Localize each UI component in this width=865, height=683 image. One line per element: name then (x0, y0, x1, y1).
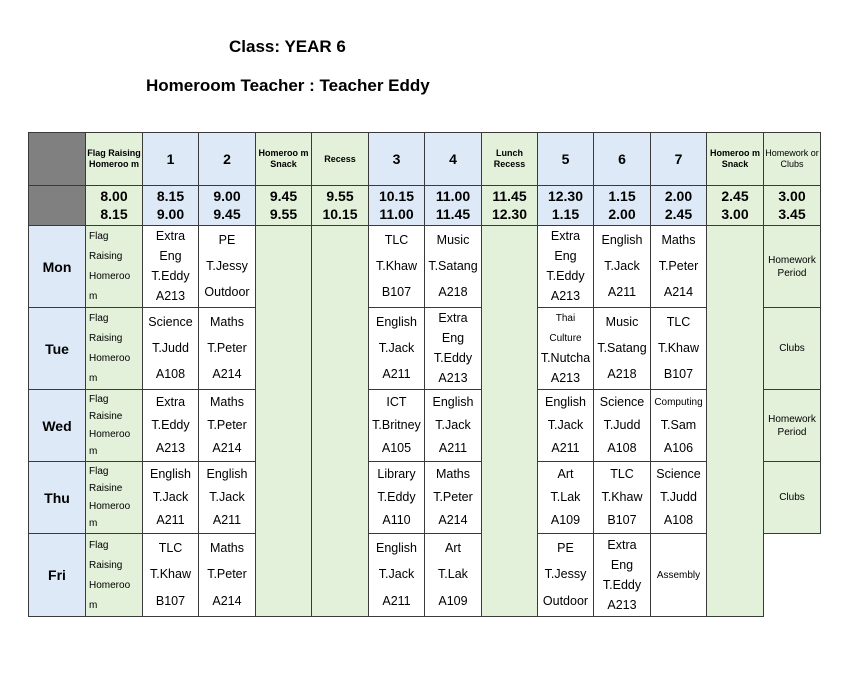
lesson-line: T.Satang (597, 340, 647, 355)
lesson-tue-p1 (142, 307, 199, 390)
header-p3: 3 (368, 132, 425, 186)
flag-line: m (89, 445, 98, 457)
lesson-thu-p6 (593, 461, 651, 534)
lesson-line: English (150, 467, 191, 481)
lesson-line: A106 (663, 441, 694, 455)
lesson-line: B107 (155, 594, 186, 609)
lesson-line: T.Jack (604, 258, 640, 273)
flag-line: Homeroo (89, 270, 131, 282)
lesson-line: T.Judd (603, 418, 641, 432)
timetable-grid (28, 132, 820, 616)
flag-raising-fri (85, 533, 143, 617)
lesson-line: A211 (212, 513, 242, 527)
lesson-line: T.Eddy (546, 268, 585, 283)
lesson-line: Thai (555, 313, 576, 325)
time-start: 2.00 (664, 188, 693, 205)
lesson-line: T.Jessy (206, 258, 248, 273)
flag-line: Raising (89, 559, 123, 571)
time-p5 (537, 185, 594, 226)
lesson-line: A214 (438, 513, 468, 527)
break-column-recess (311, 225, 369, 617)
lesson-fri-p1 (142, 533, 199, 617)
time-end: 12.30 (491, 205, 528, 222)
flag-line: Flag (89, 539, 109, 551)
lesson-line: T.Lak (438, 567, 468, 582)
lesson-line: English (206, 467, 248, 481)
lesson-wed-p6 (593, 389, 651, 462)
lesson-tue-p3 (368, 307, 425, 390)
lesson-fri-p2 (198, 533, 256, 617)
lesson-line: English (376, 314, 417, 329)
lesson-line: PE (218, 232, 236, 247)
time-start: 8.15 (156, 188, 185, 205)
lesson-line: T.Khaw (601, 490, 643, 504)
lesson-line: B107 (607, 513, 637, 527)
header-p1: 1 (142, 132, 199, 186)
lesson-line: A211 (607, 285, 637, 300)
day-label-fri: Fri (28, 533, 86, 617)
lesson-line: Maths (209, 395, 245, 409)
lesson-line: T.Judd (152, 340, 189, 355)
flag-raising-tue (85, 307, 143, 390)
time-end: 8.15 (100, 205, 128, 222)
lesson-line: A213 (550, 370, 581, 385)
time-corner (28, 185, 86, 226)
flag-line: Raising (89, 333, 123, 345)
lesson-line: Eng (159, 249, 182, 264)
lesson-tue-p2 (198, 307, 256, 390)
time-start: 12.30 (547, 188, 584, 205)
lesson-tue-p5 (537, 307, 594, 390)
lesson-fri-p3 (368, 533, 425, 617)
lesson-thu-p7 (650, 461, 707, 534)
lesson-mon-p7 (650, 225, 707, 308)
lesson-line: T.Satang (428, 258, 478, 273)
lesson-line: Eng (554, 249, 577, 264)
lesson-wed-p3 (368, 389, 425, 462)
lesson-line: Science (148, 314, 193, 329)
lesson-line: English (545, 395, 586, 409)
lesson-line: T.Jack (435, 418, 471, 432)
header-recess: Recess (311, 132, 369, 186)
lesson-mon-p3 (368, 225, 425, 308)
time-homework (763, 185, 821, 226)
lesson-line: T.Khaw (658, 340, 699, 355)
lesson-wed-p2 (198, 389, 256, 462)
flag-line: m (89, 517, 98, 529)
time-p2 (198, 185, 256, 226)
lesson-line: A109 (550, 513, 581, 527)
flag-line: Flag (89, 394, 109, 406)
flag-raising-mon (85, 225, 143, 308)
time-p7 (650, 185, 707, 226)
time-end: 2.00 (608, 205, 636, 222)
homework-wed: Homework Period (763, 389, 821, 462)
flag-line: Raising (89, 251, 123, 263)
lesson-tue-p4 (424, 307, 482, 390)
lesson-line: Maths (209, 314, 245, 329)
lesson-line: TLC (610, 467, 634, 481)
lesson-wed-p1 (142, 389, 199, 462)
header-lunch: Lunch Recess (481, 132, 538, 186)
lesson-line: Music (436, 232, 470, 247)
day-label-wed: Wed (28, 389, 86, 462)
lesson-mon-p5 (537, 225, 594, 308)
lesson-thu-p4 (424, 461, 482, 534)
lesson-wed-p7 (650, 389, 707, 462)
time-end: 10.15 (322, 205, 358, 222)
lesson-line: B107 (663, 367, 694, 382)
lesson-line: PE (557, 540, 574, 555)
lesson-line: T.Jack (378, 567, 415, 582)
lesson-line: A218 (607, 367, 637, 382)
header-p4: 4 (424, 132, 482, 186)
lesson-line: T.Eddy (151, 418, 190, 432)
lesson-line: T.Khaw (150, 567, 191, 582)
lesson-fri-p6 (593, 533, 651, 617)
lesson-line: ICT (386, 395, 407, 409)
lesson-line: Art (557, 467, 574, 481)
flag-line: Homeroo (89, 428, 131, 440)
lesson-line: T.Khaw (376, 258, 417, 273)
time-end: 11.45 (435, 205, 471, 222)
header-p7: 7 (650, 132, 707, 186)
lesson-line: Maths (209, 540, 245, 555)
lesson-line: T.Eddy (377, 490, 416, 504)
lesson-line: Extra (155, 229, 186, 244)
lesson-line: English (432, 395, 474, 409)
lesson-line: Maths (435, 467, 471, 481)
flag-line: Flag (89, 313, 109, 325)
lesson-line: A108 (155, 367, 186, 382)
flag-line: Flag (89, 466, 109, 478)
lesson-line: A213 (155, 441, 186, 455)
lesson-line: A213 (550, 288, 581, 303)
lesson-line: A105 (381, 441, 412, 455)
header-p6: 6 (593, 132, 651, 186)
lesson-line: T.Peter (207, 418, 247, 432)
time-p4 (424, 185, 482, 226)
day-label-mon: Mon (28, 225, 86, 308)
lesson-line: English (601, 232, 643, 247)
lesson-thu-p1 (142, 461, 199, 534)
time-snack2 (706, 185, 764, 226)
lesson-line: A108 (607, 441, 637, 455)
time-end: 11.00 (379, 205, 414, 222)
lesson-thu-p3 (368, 461, 425, 534)
time-p6 (593, 185, 651, 226)
lesson-line: T.Peter (207, 340, 247, 355)
time-end: 9.00 (156, 205, 185, 222)
lesson-line: A214 (212, 594, 242, 609)
flag-line: Homeroo (89, 500, 131, 512)
time-recess (311, 185, 369, 226)
homework-mon: Homework Period (763, 225, 821, 308)
time-end: 1.15 (551, 205, 580, 222)
header-corner (28, 132, 86, 186)
flag-line: m (89, 372, 98, 384)
lesson-line: T.Nutcha (540, 350, 591, 365)
break-column-snack2 (706, 225, 764, 617)
lesson-mon-p4 (424, 225, 482, 308)
time-p3 (368, 185, 425, 226)
lesson-mon-p6 (593, 225, 651, 308)
time-start: 9.45 (269, 188, 298, 205)
homeroom-teacher-title: Homeroom Teacher : Teacher Eddy (146, 76, 430, 95)
lesson-line: Extra (438, 311, 468, 326)
time-end: 3.00 (721, 205, 749, 222)
time-end: 2.45 (664, 205, 693, 222)
flag-line: Homeroo (89, 579, 131, 591)
lesson-mon-p2 (198, 225, 256, 308)
lesson-line: Science (656, 467, 701, 481)
lesson-line: TLC (158, 540, 183, 555)
time-start: 11.00 (435, 188, 471, 205)
lesson-tue-p7 (650, 307, 707, 390)
lesson-fri-p4 (424, 533, 482, 617)
header-snack1: Homeroo m Snack (255, 132, 312, 186)
lesson-line: Extra (550, 229, 581, 244)
class-title: Class: YEAR 6 (229, 37, 346, 56)
lesson-line: T.Lak (550, 490, 581, 504)
lesson-line: Maths (661, 232, 696, 247)
lesson-line: Science (599, 395, 645, 409)
flag-line: Homeroo (89, 352, 131, 364)
lesson-mon-p1 (142, 225, 199, 308)
lesson-thu-p5 (537, 461, 594, 534)
lesson-line: A214 (212, 367, 242, 382)
lesson-line: A211 (156, 513, 185, 527)
header-flag: Flag Raising Homeroo m (85, 132, 143, 186)
lesson-line: A109 (438, 594, 468, 609)
time-snack1 (255, 185, 312, 226)
lesson-fri-p7: Assembly (650, 533, 707, 617)
flag-raising-thu (85, 461, 143, 534)
time-end: 9.45 (213, 205, 241, 222)
homework-tue: Clubs (763, 307, 821, 390)
lesson-line: T.Eddy (433, 350, 473, 365)
lesson-wed-p4 (424, 389, 482, 462)
time-start: 3.00 (778, 188, 806, 205)
lesson-line: Music (605, 314, 639, 329)
lesson-line: Library (377, 467, 416, 481)
lesson-line: Extra (607, 537, 637, 552)
lesson-line: T.Jack (547, 418, 584, 432)
lesson-line: A213 (438, 370, 468, 385)
break-column-lunch (481, 225, 538, 617)
flag-line: m (89, 290, 98, 302)
lesson-line: A214 (663, 285, 694, 300)
day-label-tue: Tue (28, 307, 86, 390)
flag-line: Raisine (89, 411, 123, 423)
time-flag (85, 185, 143, 226)
lesson-line: Outdoor (204, 285, 250, 300)
lesson-line: Extra (155, 395, 186, 409)
time-end: 3.45 (778, 205, 806, 222)
lesson-line: A108 (663, 513, 694, 527)
lesson-line: A218 (438, 285, 468, 300)
day-label-thu: Thu (28, 461, 86, 534)
time-lunch (481, 185, 538, 226)
lesson-line: A214 (212, 441, 242, 455)
lesson-line: T.Peter (433, 490, 473, 504)
time-end: 9.55 (269, 205, 298, 222)
break-column-snack1 (255, 225, 312, 617)
lesson-line: Art (445, 540, 461, 555)
lesson-line: T.Jessy (544, 567, 587, 582)
time-start: 10.15 (378, 188, 415, 205)
lesson-line: T.Eddy (151, 268, 190, 283)
flag-line: m (89, 599, 98, 611)
header-p5: 5 (537, 132, 594, 186)
time-start: 9.55 (326, 188, 354, 205)
time-p1 (142, 185, 199, 226)
lesson-line: A211 (382, 367, 411, 382)
lesson-line: TLC (384, 232, 409, 247)
lesson-thu-p2 (198, 461, 256, 534)
lesson-wed-p5 (537, 389, 594, 462)
lesson-line: Culture (549, 333, 582, 345)
lesson-line: T.Jack (378, 340, 415, 355)
lesson-line: T.Jack (152, 490, 189, 504)
homework-thu: Clubs (763, 461, 821, 534)
lesson-line: T.Judd (660, 490, 697, 504)
time-start: 9.00 (213, 188, 241, 205)
lesson-line: A211 (551, 441, 580, 455)
lesson-line: A211 (438, 441, 468, 455)
flag-raising-wed (85, 389, 143, 462)
lesson-line: TLC (666, 314, 691, 329)
lesson-line: English (376, 540, 417, 555)
lesson-line: Computing (654, 397, 703, 408)
header-p2: 2 (198, 132, 256, 186)
lesson-line: T.Jack (209, 490, 245, 504)
lesson-line: Eng (441, 331, 465, 346)
time-start: 8.00 (100, 188, 128, 205)
flag-line: Raisine (89, 483, 123, 495)
time-start: 2.45 (721, 188, 749, 205)
header-homework: Homework or Clubs (763, 132, 821, 186)
lesson-line: B107 (381, 285, 412, 300)
lesson-line: A213 (155, 288, 186, 303)
lesson-line: A213 (607, 597, 637, 612)
header-snack2: Homeroo m Snack (706, 132, 764, 186)
lesson-line: Eng (610, 557, 634, 572)
lesson-line: T.Britney (372, 418, 421, 432)
lesson-line: T.Sam (660, 418, 697, 432)
time-start: 1.15 (608, 188, 636, 205)
lesson-line: T.Peter (207, 567, 247, 582)
flag-line: Flag (89, 231, 109, 243)
lesson-tue-p6 (593, 307, 651, 390)
lesson-line: T.Eddy (602, 577, 642, 592)
lesson-line: Outdoor (542, 594, 589, 609)
lesson-line: A110 (382, 513, 411, 527)
lesson-line: A211 (382, 594, 411, 609)
lesson-line: T.Peter (658, 258, 699, 273)
lesson-fri-p5 (537, 533, 594, 617)
time-start: 11.45 (492, 188, 527, 205)
